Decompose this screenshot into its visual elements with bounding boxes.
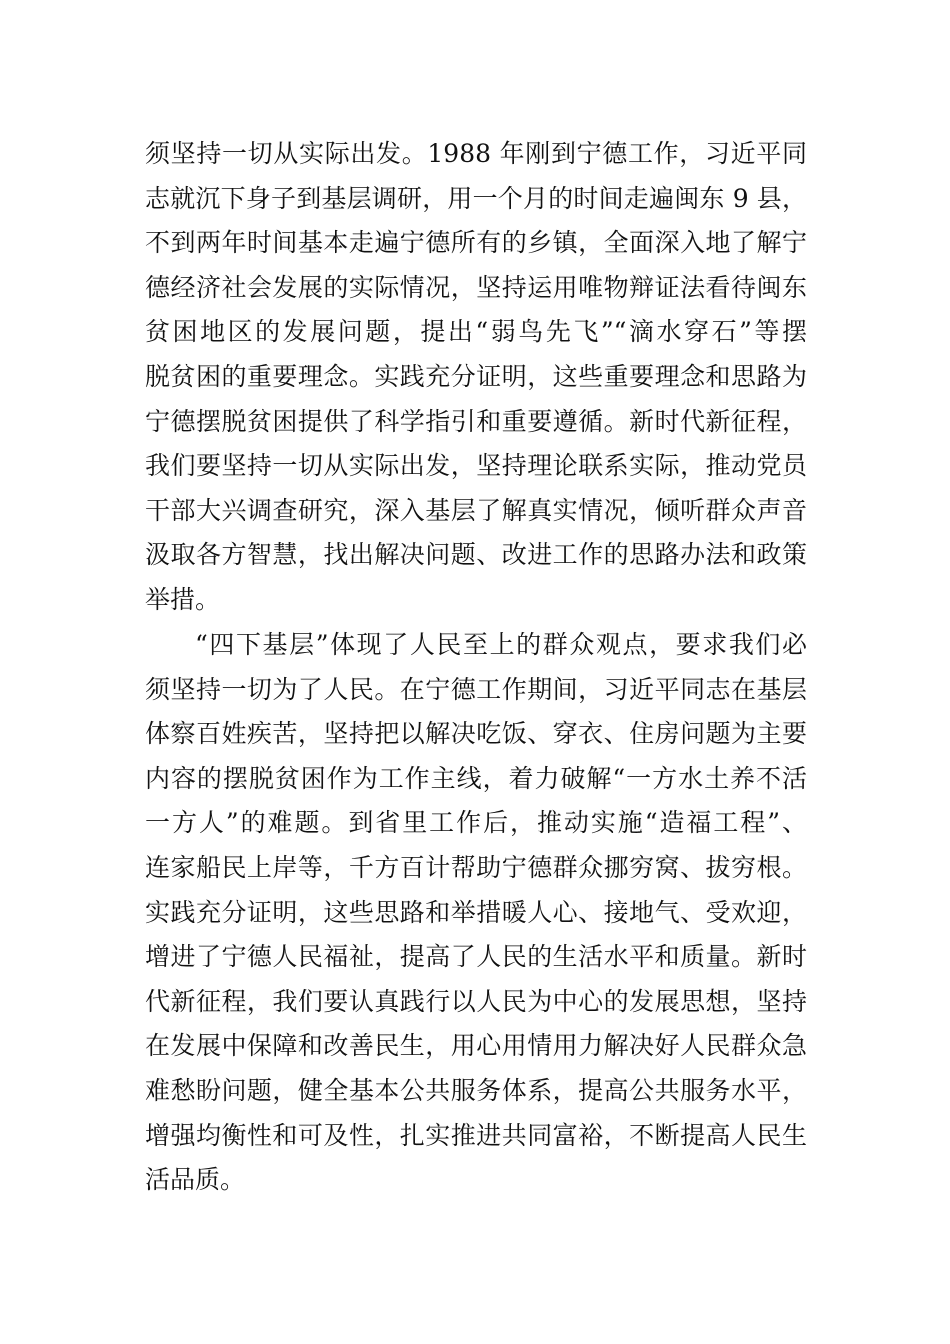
text-line: 志就沉下身子到基层调研，用一个月的时间走遍闽东 9 县， (145, 183, 807, 213)
text-line: 内容的摆脱贫困作为工作主线，着力破解“一方水土养不活 (145, 763, 807, 793)
paragraph-practice-first (145, 132, 807, 623)
text-line: 增强均衡性和可及性，扎实推进共同富裕，不断提高人民生 (145, 1120, 807, 1150)
text-line: 汲取各方智慧，找出解决问题、改进工作的思路办法和政策 (145, 540, 807, 570)
text-line: 干部大兴调查研究，深入基层了解真实情况，倾听群众声音 (145, 495, 807, 525)
text-line: 连家船民上岸等，千方百计帮助宁德群众挪穷窝、拔穷根。 (145, 852, 807, 882)
text-line: 贫困地区的发展问题，提出“弱鸟先飞”“滴水穿石”等摆 (145, 317, 807, 347)
text-line: “四下基层”体现了人民至上的群众观点，要求我们必 (195, 630, 807, 659)
text-line: 我们要坚持一切从实际出发，坚持理论联系实际，推动党员 (145, 451, 807, 481)
text-line: 脱贫困的重要理念。实践充分证明，这些重要理念和思路为 (145, 361, 807, 391)
text-line: 一方人”的难题。到省里工作后，推动实施“造福工程”、 (145, 808, 807, 838)
text-line: 不到两年时间基本走遍宁德所有的乡镇，全面深入地了解宁 (145, 228, 807, 258)
text-line: 体察百姓疾苦，坚持把以解决吃饭、穿衣、住房问题为主要 (145, 719, 807, 749)
text-line: 实践充分证明，这些思路和举措暖人心、接地气、受欢迎， (145, 897, 807, 927)
text-line: 宁德摆脱贫困提供了科学指引和重要遵循。新时代新征程， (145, 406, 807, 436)
text-line: 代新征程，我们要认真践行以人民为中心的发展思想，坚持 (145, 986, 807, 1016)
text-line: 增进了宁德人民福祉，提高了人民的生活水平和质量。新时 (145, 942, 807, 972)
text-line: 须坚持一切为了人民。在宁德工作期间，习近平同志在基层 (145, 674, 807, 704)
text-line: 举措。 (145, 584, 221, 614)
text-line: 须坚持一切从实际出发。1988 年刚到宁德工作，习近平同 (145, 139, 807, 168)
text-line: 德经济社会发展的实际情况，坚持运用唯物辩证法看待闽东 (145, 272, 807, 302)
paragraph-people-first (145, 623, 807, 1203)
text-line: 在发展中保障和改善民生，用心用情用力解决好人民群众急 (145, 1031, 807, 1061)
text-line: 活品质。 (145, 1165, 246, 1195)
text-line: 难愁盼问题，健全基本公共服务体系，提高公共服务水平， (145, 1075, 807, 1105)
